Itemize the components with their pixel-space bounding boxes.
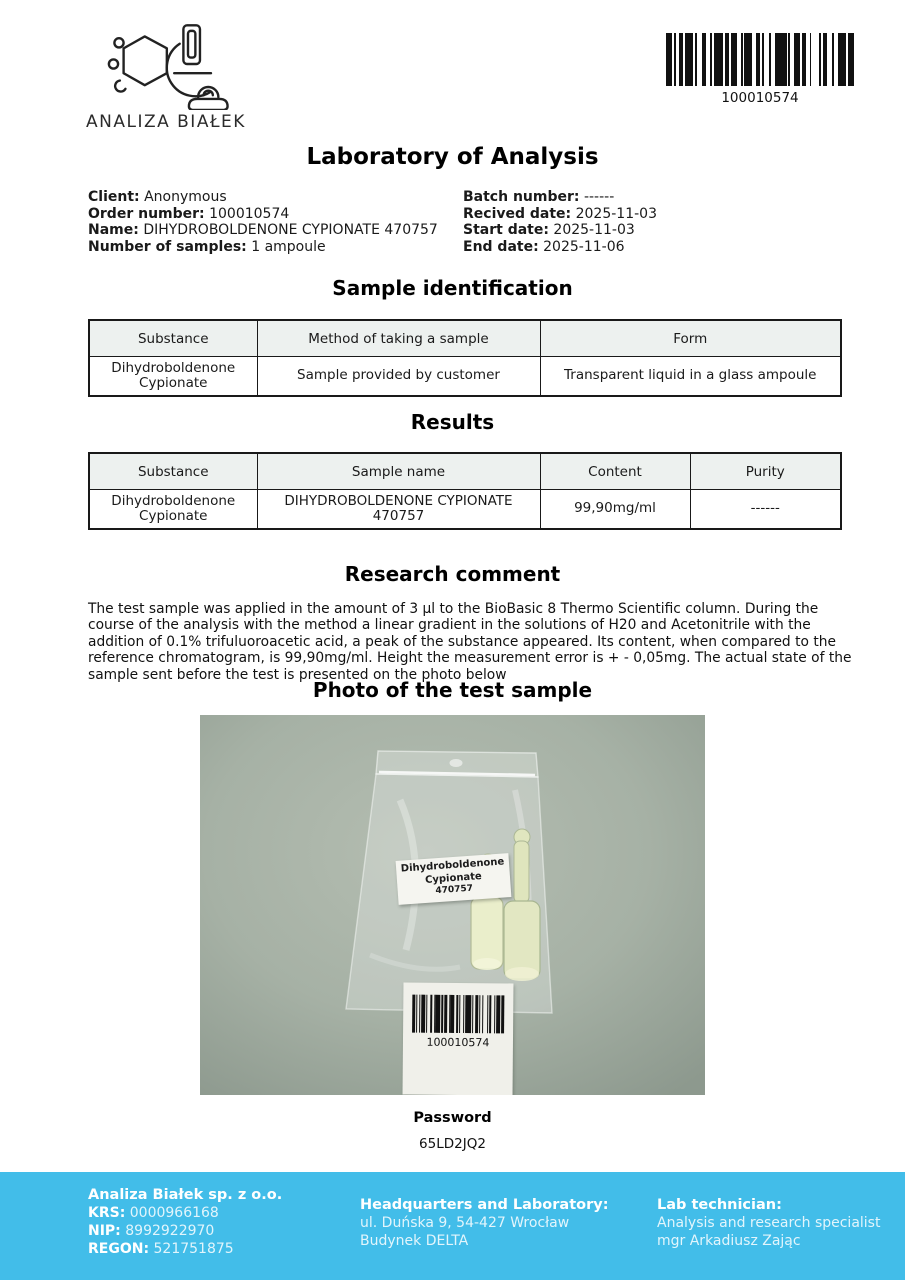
footer-technician-name: mgr Arkadiusz Zając	[657, 1233, 801, 1249]
column-header: Purity	[690, 453, 841, 490]
column-header: Content	[540, 453, 690, 490]
column-header: Substance	[89, 453, 257, 490]
barcode-icon	[412, 995, 504, 1034]
info-samples-count	[88, 239, 438, 256]
table-cell: 99,90mg/ml	[540, 490, 690, 530]
table-cell: Dihydroboldenone Cypionate	[89, 490, 257, 530]
info-batch-number	[463, 189, 657, 206]
info-value: Anonymous	[144, 189, 227, 205]
info-name	[88, 222, 438, 239]
footer-headquarters-block	[360, 1196, 609, 1250]
footer-technician-title: Lab technician:	[657, 1197, 782, 1213]
info-value: 2025-11-06	[543, 238, 625, 255]
password-label: Password	[413, 1110, 492, 1126]
table-cell: DIHYDROBOLDENONE CYPIONATE 470757	[257, 490, 540, 530]
footer-company-name: Analiza Białek sp. z o.o.	[88, 1187, 283, 1203]
info-value: 2025-11-03	[575, 205, 657, 222]
photo-heading: Photo of the test sample	[312, 678, 593, 702]
results-table	[88, 452, 842, 530]
barcode-number: 100010574	[721, 90, 799, 106]
table-cell: Sample provided by customer	[257, 357, 540, 397]
column-header: Method of taking a sample	[257, 320, 540, 357]
footer-nip	[88, 1222, 282, 1240]
info-start-date	[463, 222, 657, 239]
info-client	[88, 189, 438, 206]
table-row	[89, 490, 841, 530]
sample-name-label	[396, 853, 512, 905]
results-heading: Results	[410, 410, 495, 434]
info-value: DIHYDROBOLDENONE CYPIONATE 470757	[143, 222, 438, 238]
footer-hq-building: Budynek DELTA	[360, 1233, 469, 1249]
footer-krs	[88, 1204, 282, 1222]
info-order-number	[88, 206, 438, 223]
client-info-block	[88, 189, 438, 255]
info-received-date	[463, 206, 657, 223]
footer-technician-role: Analysis and research specialist	[657, 1215, 881, 1231]
sample-identification-heading: Sample identification	[332, 276, 573, 300]
info-label: Order number:	[88, 205, 205, 222]
column-header: Sample name	[257, 453, 540, 490]
label-line: Dihydroboldenone	[400, 856, 505, 875]
footer-regon	[88, 1240, 282, 1258]
footer-company-block	[88, 1186, 282, 1258]
info-label: Batch number:	[463, 189, 580, 205]
footer-technician-block	[657, 1196, 880, 1250]
logo-microscope-icon	[90, 18, 240, 110]
table-cell: ------	[690, 490, 841, 530]
info-label: Client:	[88, 189, 140, 205]
label-line: 470757	[435, 883, 474, 897]
footer-value: 8992922970	[125, 1223, 215, 1239]
footer-value: 0000966168	[129, 1205, 219, 1221]
column-header: Form	[540, 320, 841, 357]
info-end-date	[463, 239, 657, 256]
password-value: 65LD2JQ2	[419, 1136, 486, 1152]
order-barcode	[666, 33, 854, 106]
label-line: Cypionate	[424, 870, 483, 886]
research-comment-heading: Research comment	[344, 562, 561, 586]
table-header-row	[89, 320, 841, 357]
column-header: Substance	[89, 320, 257, 357]
brand-name: ANALIZA BIAŁEK	[86, 112, 246, 132]
info-label: Recived date:	[463, 205, 572, 222]
info-label: Number of samples:	[88, 238, 247, 255]
footer-label: REGON:	[88, 1241, 150, 1257]
sample-photo	[200, 715, 705, 1095]
info-label: Start date:	[463, 222, 549, 238]
dates-info-block	[463, 189, 657, 255]
footer-value: 521751875	[153, 1241, 234, 1257]
info-value: ------	[583, 189, 615, 205]
footer-hq-address: ul. Duńska 9, 54-427 Wrocław	[360, 1215, 570, 1231]
barcode-icon	[666, 33, 854, 86]
footer-hq-title: Headquarters and Laboratory:	[360, 1197, 609, 1213]
info-value: 2025-11-03	[553, 222, 635, 238]
page-title: Laboratory of Analysis	[306, 144, 599, 170]
table-header-row	[89, 453, 841, 490]
info-label: End date:	[463, 238, 539, 255]
photo-barcode-number: 100010574	[426, 1035, 490, 1050]
company-logo	[86, 18, 244, 132]
footer-label: KRS:	[88, 1205, 126, 1221]
info-value: 1 ampoule	[251, 238, 326, 255]
info-label: Name:	[88, 222, 139, 238]
research-comment-text: The test sample was applied in the amount of 3 μl to the BioBasic 8 Thermo Scientific column. During the course of the analysis with the method a linear gradient in the solutions of H20 and Acetonitrile with the addition of 0.1% trifuluoroacetic acid, a peak of the substance appeared. Its content, when compared to the reference chromatogram, is 99,90mg/ml. Height the measurement error is + - 0,05mg. The actual state of the sample sent before the test is presented on the photo below	[88, 601, 852, 683]
sample-identification-table	[88, 319, 842, 397]
footer-label: NIP:	[88, 1223, 121, 1239]
footer	[0, 1172, 905, 1280]
table-row	[89, 357, 841, 397]
info-value: 100010574	[209, 205, 290, 222]
table-cell: Transparent liquid in a glass ampoule	[540, 357, 841, 397]
table-cell: Dihydroboldenone Cypionate	[89, 357, 257, 397]
photo-barcode-label	[403, 983, 514, 1095]
